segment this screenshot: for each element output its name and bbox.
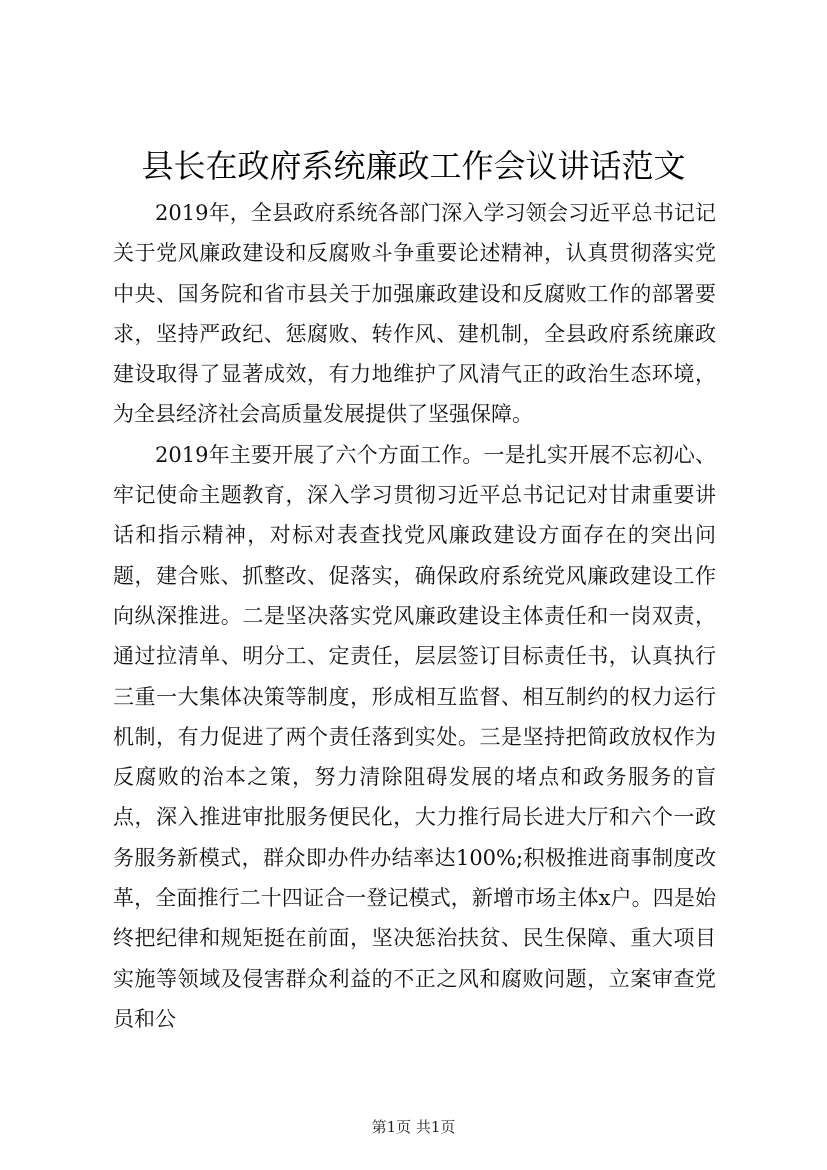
paragraph-2: 2019年主要开展了六个方面工作。一是扎实开展不忘初心、牢记使命主题教育，深入学习贯彻习近平总书记记对甘肃重要讲话和指示精神，对标对表查找党风廉政建设方面存在的突出问题，建合账、抓整改、促落实，确保政府系统党风廉政建设工作向纵深推进。二是坚决落实党风廉政建设主体责任和一岗双责，通过拉清单、明分工、定责任，层层签订目标责任书，认真执行三重一大集体决策等制度，形成相互监督、相互制约的权力运行机制，有力促进了两个责任落到实处。三是坚持把简政放权作为反腐败的治本之策，努力清除阻碍发展的堵点和政务服务的盲点，深入推进审批服务便民化，大力推行局长进大厅和六个一政务服务新模式，群众即办件办结率达100%;积极推进商事制度改革，全面推行二十四证合一登记模式，新增市场主体x户。四是始终把纪律和规矩挺在前面，坚决惩治扶贫、民生保障、重大项目实施等领域及侵害群众利益的不正之风和腐败问题，立案审查党员和公 xyxy=(113,442,716,1031)
page-number-footer: 第1页 共1页 xyxy=(371,1118,456,1136)
document-body xyxy=(113,193,716,1039)
document-title: 县长在政府系统廉政工作会议讲话范文 xyxy=(141,147,686,185)
paragraph-1: 2019年，全县政府系统各部门深入学习领会习近平总书记记关于党风廉政建设和反腐败斗争重要论述精神，认真贯彻落实党中央、国务院和省市县关于加强廉政建设和反腐败工作的部署要求，坚持严政纪、惩腐败、转作风、建机制，全县政府系统廉政建设取得了显著成效，有力地维护了风清气正的政治生态环境，为全县经济社会高质量发展提供了坚强保障。 xyxy=(113,201,716,427)
